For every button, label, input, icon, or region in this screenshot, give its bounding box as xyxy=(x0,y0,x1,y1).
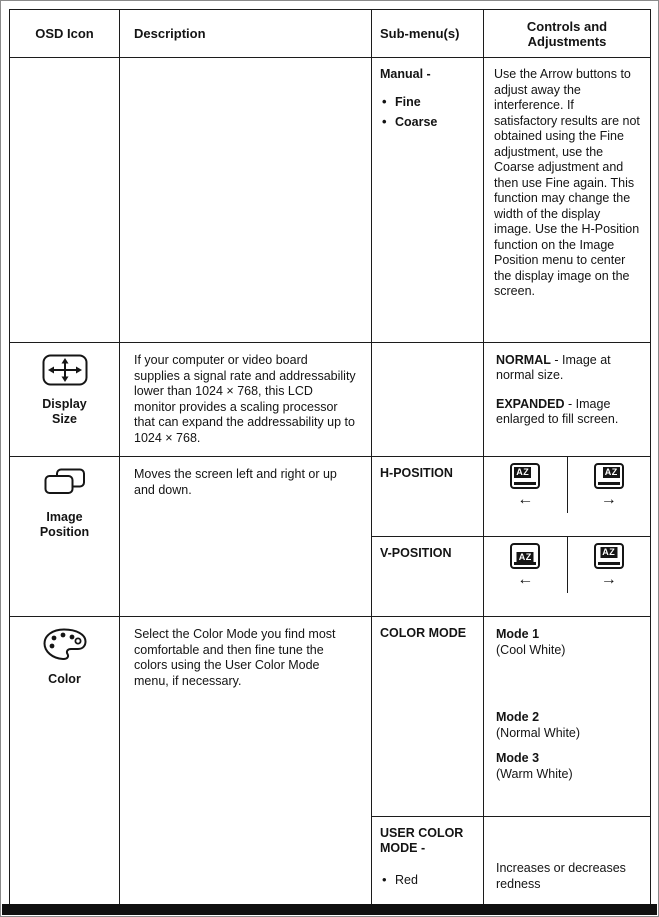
submenu-item-fine: • Fine xyxy=(380,95,475,110)
table-row-color-mode xyxy=(10,617,651,817)
arrow-right-icon: → xyxy=(600,571,617,588)
icon-label-image-position: Image Position xyxy=(39,510,90,539)
submenu-v-position: V-POSITION xyxy=(372,537,484,617)
color-palette-icon xyxy=(43,650,87,664)
submenu-title-user-color: USER COLOR MODE - xyxy=(380,826,464,855)
icon-label-color: Color xyxy=(48,672,81,686)
az-screen-up-icon: AZ xyxy=(594,543,624,569)
header-submenus: Sub-menu(s) xyxy=(372,10,484,58)
table-header-row xyxy=(10,10,651,58)
submenu-color-mode: COLOR MODE xyxy=(372,617,484,817)
controls-color-modes xyxy=(484,617,651,817)
controls-display-size xyxy=(484,343,651,457)
color-mode-2: Mode 2 (Normal White) xyxy=(496,710,581,740)
az-screen-right-icon: AZ xyxy=(594,463,624,489)
user-color-submenu-list xyxy=(380,873,475,888)
icon-cell-display-size xyxy=(10,343,120,457)
controls-h-position xyxy=(484,457,651,537)
control-expanded-term: EXPANDED xyxy=(496,397,565,411)
arrow-left-icon: ← xyxy=(517,491,534,508)
h-position-left-control xyxy=(484,457,568,513)
control-normal xyxy=(496,353,638,383)
description-image-position: Moves the screen left and right or up and down. xyxy=(120,457,372,617)
submenu-title-manual: Manual - xyxy=(380,67,431,81)
control-expanded-text: - Image enlarged to fill screen. xyxy=(496,397,619,426)
description-color: Select the Color Mode you find most comfortable and then fine tune the colors using the User Color Mode menu, if necessary. xyxy=(120,617,372,905)
table-row-manual xyxy=(10,58,651,343)
scan-edge-bar xyxy=(2,904,657,915)
empty-submenu-cell xyxy=(372,343,484,457)
arrow-left-icon: ← xyxy=(517,571,534,588)
submenu-item-coarse: • Coarse xyxy=(380,115,475,130)
header-description: Description xyxy=(120,10,372,58)
controls-red: Increases or decreases redness xyxy=(484,817,651,905)
control-expanded xyxy=(496,397,638,427)
v-position-left-control xyxy=(484,537,568,593)
table-row-h-position xyxy=(10,457,651,537)
arrow-right-icon: → xyxy=(600,491,617,508)
az-screen-down-icon: AZ xyxy=(510,543,540,569)
manual-submenu-list xyxy=(380,95,475,130)
color-mode-3: Mode 3 (Warm White) xyxy=(496,751,573,781)
empty-icon-cell xyxy=(10,58,120,343)
controls-text-manual: Use the Arrow buttons to adjust away the interference. If satisfactory results are not obtained using the Fine adjustment, use the Coarse adjustment and then use Fine again. This function may change the width of the display image. Use the H-Position function on the Image Position menu to center the display image on the screen. xyxy=(484,58,651,343)
icon-cell-color xyxy=(10,617,120,905)
table-row-display-size xyxy=(10,343,651,457)
description-display-size: If your computer or video board supplies a signal rate and addressability lower than 1024 × 768, this LCD monitor provides a scaling processor that can expand the addressability up to 1024 × 768. xyxy=(120,343,372,457)
submenu-h-position: H-POSITION xyxy=(372,457,484,537)
controls-v-position xyxy=(484,537,651,617)
image-position-icon xyxy=(44,488,86,502)
az-screen-left-icon: AZ xyxy=(510,463,540,489)
submenu-user-color-mode xyxy=(372,817,484,905)
osd-menu-table xyxy=(9,9,651,905)
icon-label-display-size: Display Size xyxy=(42,397,87,426)
icon-cell-image-position xyxy=(10,457,120,617)
control-normal-term: NORMAL xyxy=(496,353,551,367)
display-size-icon xyxy=(42,375,88,389)
empty-description-cell xyxy=(120,58,372,343)
header-controls: Controls and Adjustments xyxy=(484,10,651,58)
control-normal-text: - Image at normal size. xyxy=(496,353,611,382)
h-position-right-control xyxy=(568,457,651,513)
header-osd-icon: OSD Icon xyxy=(10,10,120,58)
submenu-item-red: • Red xyxy=(380,873,475,888)
v-position-right-control xyxy=(568,537,651,593)
submenu-cell-manual xyxy=(372,58,484,343)
color-mode-1: Mode 1 (Cool White) xyxy=(496,627,566,657)
